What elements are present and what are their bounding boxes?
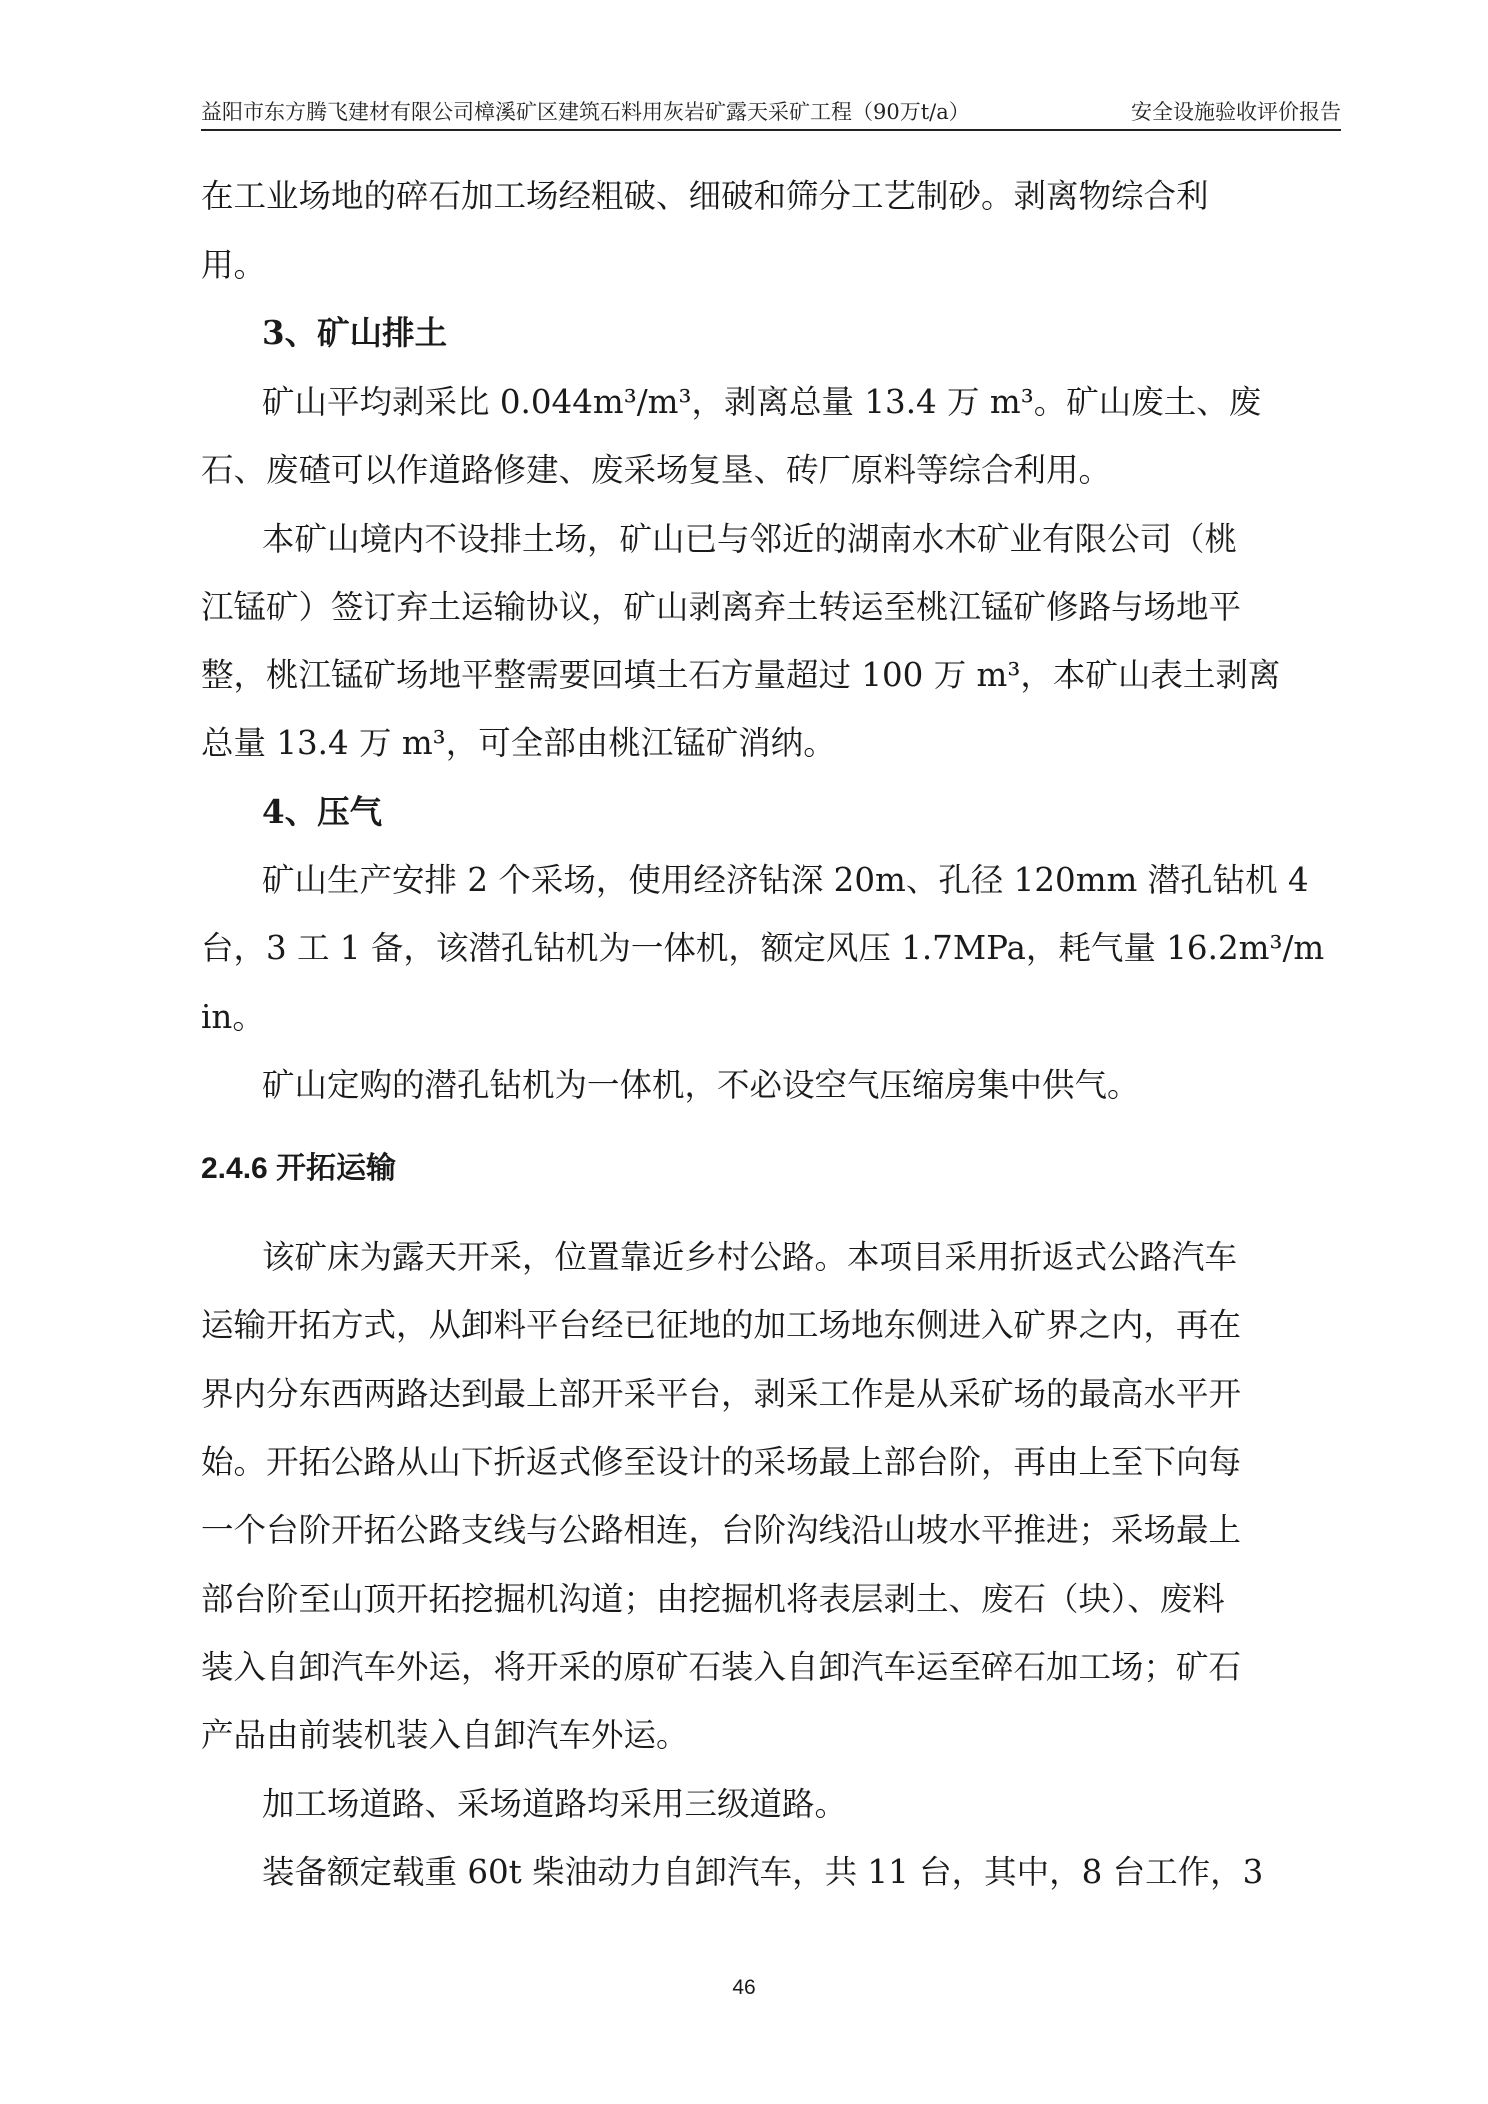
text-line: 用。 bbox=[201, 246, 267, 284]
header-report-type: 安全设施验收评价报告 bbox=[1131, 100, 1341, 124]
text-line: 界内分东西两路达到最上部开采平台，剥采工作是从采矿场的最高水平开 bbox=[201, 1375, 1242, 1413]
text-line: 矿山定购的潜孔钻机为一体机，不必设空气压缩房集中供气。 bbox=[262, 1066, 1140, 1104]
text-line: 本矿山境内不设排土场，矿山已与邻近的湖南水木矿业有限公司（桃 bbox=[262, 520, 1238, 558]
text-line: 一个台阶开拓公路支线与公路相连，台阶沟线沿山坡水平推进；采场最上 bbox=[201, 1511, 1242, 1549]
text-line: 始。开拓公路从山下折返式修至设计的采场最上部台阶，再由上至下向每 bbox=[201, 1443, 1242, 1481]
text-line: 部台阶至山顶开拓挖掘机沟道；由挖掘机将表层剥土、废石（块）、废料 bbox=[201, 1580, 1225, 1618]
text-line: 加工场道路、采场道路均采用三级道路。 bbox=[262, 1785, 848, 1823]
text-line: in。 bbox=[201, 998, 265, 1036]
text-line: 该矿床为露天开采，位置靠近乡村公路。本项目采用折返式公路汽车 bbox=[262, 1238, 1238, 1276]
subheading-mine-dumping: 3、矿山排土 bbox=[262, 313, 448, 352]
text-line: 在工业场地的碎石加工场经粗破、细破和筛分工艺制砂。剥离物综合利 bbox=[201, 177, 1209, 215]
text-line: 矿山生产安排 2 个采场，使用经济钻深 20m、孔径 120mm 潜孔钻机 4 bbox=[262, 861, 1309, 899]
text-line: 江锰矿）签订弃土运输协议，矿山剥离弃土转运至桃江锰矿修路与场地平 bbox=[201, 588, 1242, 626]
subheading-compressed-air: 4、压气 bbox=[262, 792, 383, 831]
text-line: 运输开拓方式，从卸料平台经已征地的加工场地东侧进入矿界之内，再在 bbox=[201, 1306, 1242, 1344]
text-line: 装备额定载重 60t 柴油动力自卸汽车，共 11 台，其中，8 台工作，3 bbox=[262, 1853, 1264, 1891]
text-line: 产品由前装机装入自卸汽车外运。 bbox=[201, 1716, 689, 1754]
page-header bbox=[201, 95, 1341, 131]
page-number: 46 bbox=[732, 1976, 756, 1999]
text-line: 装入自卸汽车外运，将开采的原矿石装入自卸汽车运至碎石加工场；矿石 bbox=[201, 1648, 1242, 1686]
text-line: 总量 13.4 万 m³，可全部由桃江锰矿消纳。 bbox=[201, 724, 836, 762]
header-title: 益阳市东方腾飞建材有限公司樟溪矿区建筑石料用灰岩矿露天采矿工程（90万t/a） bbox=[201, 100, 970, 124]
text-line: 矿山平均剥采比 0.044m³/m³，剥离总量 13.4 万 m³。矿山废土、废 bbox=[262, 383, 1262, 421]
section-heading: 2.4.6 开拓运输 bbox=[201, 1152, 397, 1185]
text-line: 整，桃江锰矿场地平整需要回填土石方量超过 100 万 m³，本矿山表土剥离 bbox=[201, 656, 1281, 694]
text-line: 台，3 工 1 备，该潜孔钻机为一体机，额定风压 1.7MPa，耗气量 16.2m³/m bbox=[201, 929, 1325, 967]
text-line: 石、废碴可以作道路修建、废采场复垦、砖厂原料等综合利用。 bbox=[201, 451, 1112, 489]
